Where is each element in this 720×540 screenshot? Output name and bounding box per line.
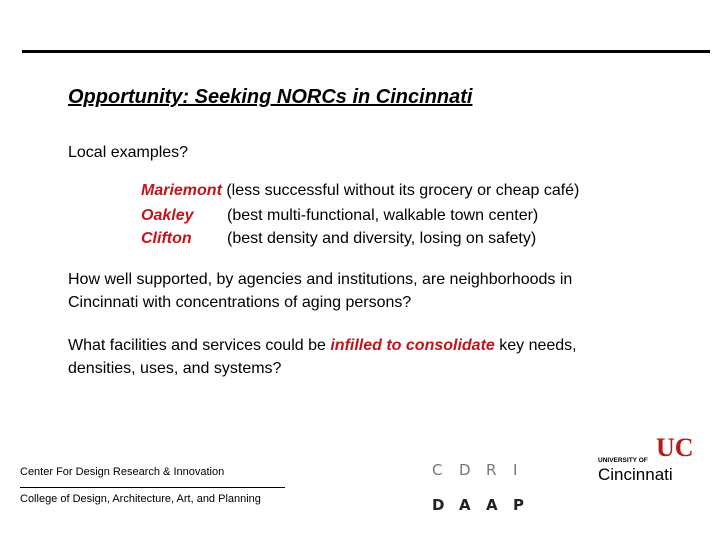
slide-title: Opportunity: Seeking NORCs in Cincinnati	[68, 86, 473, 108]
example-name: Clifton	[141, 230, 192, 247]
example-desc: (less successful without its grocery or cheap café)	[221, 182, 580, 199]
cdri-letter: C	[432, 461, 443, 479]
footer-center-name: Center For Design Research & Innovation	[20, 466, 225, 478]
example-row-clifton	[141, 228, 536, 250]
example-row-oakley	[141, 205, 538, 227]
question-1-line-1: How well supported, by agencies and institutions, are neighborhoods in	[68, 271, 573, 288]
question-2-emphasis: infilled to consolidate	[330, 337, 495, 354]
example-desc: (best multi-functional, walkable town center)	[227, 207, 539, 224]
uc-mark-text: UC	[656, 433, 694, 462]
cdri-letter: R	[486, 461, 497, 479]
cdri-letter: D	[459, 461, 471, 479]
question-2-line-2: densities, uses, and systems?	[68, 360, 282, 377]
university-of-cincinnati-logo	[598, 430, 698, 486]
example-desc: (best density and diversity, losing on safety)	[227, 230, 537, 247]
uc-top-text: UNIVERSITY OF	[598, 457, 648, 464]
question-2-pre: What facilities and services could be	[68, 337, 331, 354]
question-2-line-1	[68, 335, 577, 357]
cdri-logo	[432, 461, 540, 479]
example-name: Oakley	[141, 207, 194, 224]
uc-logo-graphic	[598, 430, 698, 486]
top-divider	[22, 50, 710, 53]
daap-letter: A	[486, 496, 498, 514]
daap-letter: A	[459, 496, 471, 514]
daap-logo	[432, 496, 540, 514]
daap-letter: P	[513, 496, 524, 514]
uc-name-text: Cincinnati	[598, 465, 673, 484]
example-name: Mariemont	[141, 182, 222, 199]
cdri-letter: I	[513, 461, 518, 479]
daap-letter: D	[432, 496, 445, 514]
example-row-mariemont	[141, 180, 579, 202]
question-2-post: key needs,	[494, 337, 577, 354]
question-1-line-2: Cincinnati with concentrations of aging persons?	[68, 294, 412, 311]
footer-college-name: College of Design, Architecture, Art, and Planning	[20, 493, 261, 505]
footer-divider	[20, 487, 285, 488]
local-examples-label: Local examples?	[68, 144, 189, 161]
